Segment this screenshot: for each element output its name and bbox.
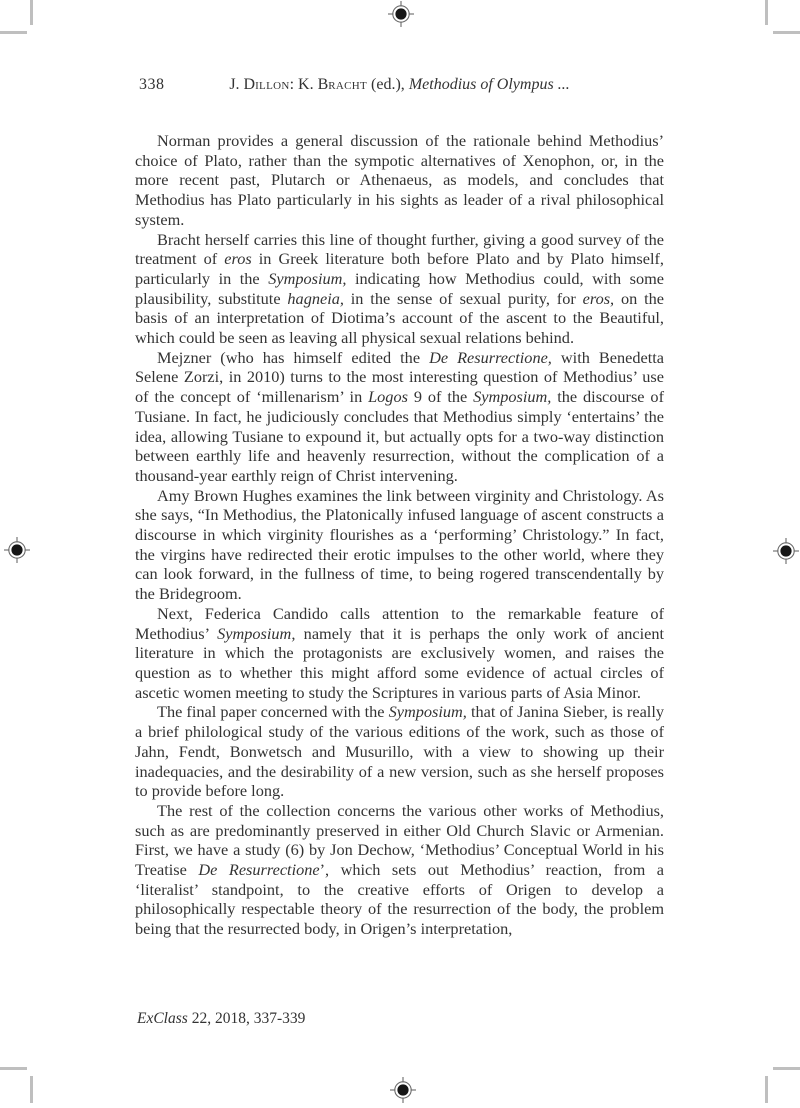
page-footer (137, 1010, 305, 1028)
running-title: J. Dillon: K. Bracht (ed.), Methodius of Olympus ... (229, 76, 570, 93)
page-header (135, 75, 664, 95)
registration-mark-icon (390, 1077, 416, 1103)
paragraph: Mejzner (who has himself edited the De Resurrectione, with Benedetta Selene Zorzi, in 2010) turns to the most interesting question of Methodius’ use of the concept of ‘millenarism’ in Logos 9 of the Symposium, the discourse of Tusiane. In fact, he judiciously concludes that Methodius simply ‘entertains’ the idea, allowing Tusiane to expound it, but actually opts for a two-way distinction between earthly life and heavenly resurrection, without the complication of a thousand-year earthly reign of Christ intervening. (135, 347, 664, 485)
paragraph: Next, Federica Candido calls attention to the remarkable feature of Methodius’ Symposium, namely that it is perhaps the only work of ancient literature in which the protagonists are exclusively women, and raises the question as to whether this might afford some evidence of actual circles of ascetic women meeting to study the Scriptures in various parts of Asia Minor. (135, 603, 664, 702)
crop-mark-icon (0, 1067, 27, 1070)
paragraph: Bracht herself carries this line of thought further, giving a good survey of the treatment of eros in Greek literature both before Plato and by Plato himself, particularly in the Symposium, indicating how Methodius could, with some plausibility, substitute hagneia, in the sense of sexual purity, for eros, on the basis of an interpretation of Diotima’s account of the ascent to the Beautiful, which could be seen as leaving all physical sexual relations behind. (135, 229, 664, 348)
registration-mark-icon (388, 1, 414, 27)
crop-mark-icon (765, 0, 768, 25)
registration-mark-icon (4, 537, 30, 563)
page-number: 338 (139, 76, 165, 93)
crop-mark-icon (773, 1067, 800, 1070)
crop-mark-icon (30, 1076, 33, 1103)
text-block (135, 75, 664, 939)
paragraph: The rest of the collection concerns the various other works of Methodius, such as are predominantly preserved in either Old Church Slavic or Armenian. First, we have a study (6) by Jon Dechow, ‘Methodius’ Conceptual World in his Treatise De Resurrectione’, which sets out Methodius’ reaction, from a ‘literalist’ standpoint, to the creative efforts of Origen to develop a philosophically respectable theory of the resurrection of the body, the problem being that the resurrected body, in Origen’s interpretation, (135, 800, 664, 939)
crop-mark-icon (773, 31, 800, 34)
paragraph: The final paper concerned with the Symposium, that of Janina Sieber, is really a brief philological study of the various editions of the work, such as those of Jahn, Fendt, Bonwetsch and Musurillo, with a view to showing up their inadequacies, and the desirability of a new version, such as she herself proposes to provide before long. (135, 702, 664, 801)
crop-mark-icon (30, 0, 33, 25)
paragraph: Amy Brown Hughes examines the link between virginity and Christology. As she says, “In Methodius, the Platonically infused language of ascent constructs a discourse in which virginity flourishes as a ‘performing’ Christology.” In fact, the virgins have redirected their erotic impulses to the other world, where they can look forward, in the fullness of time, to being rogered transcendentally by the Bridegroom. (135, 485, 664, 604)
crop-mark-icon (0, 31, 27, 34)
journal-citation: ExClass 22, 2018, 337-339 (137, 1010, 306, 1027)
paragraph: Norman provides a general discussion of the rationale behind Methodius’ choice of Plato, rather than the sympotic alternatives of Xenophon, or, in the more recent past, Plutarch or Athenaeus, as models, and concludes that Methodius has Plato particularly in his sights as leader of a rival philosophical system. (135, 131, 664, 229)
registration-mark-icon (773, 538, 799, 564)
crop-mark-icon (765, 1076, 768, 1103)
body-text (135, 131, 664, 939)
